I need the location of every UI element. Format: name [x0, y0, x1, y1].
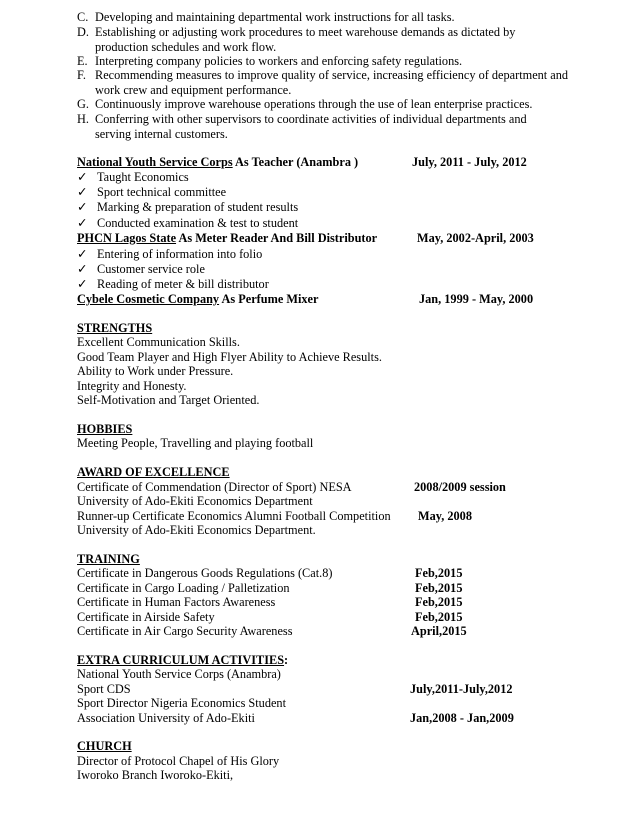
job-dates-phcn: May, 2002-April, 2003 — [417, 231, 534, 245]
training-date: Feb,2015 — [415, 566, 463, 580]
award-date: 2008/2009 session — [414, 480, 506, 494]
strength-line: Integrity and Honesty. — [77, 379, 187, 393]
duty-item: G. Continuously improve warehouse operations through the use of lean enterprise practices. — [77, 97, 533, 111]
strength-line: Good Team Player and High Flyer Ability to Achieve Results. — [77, 350, 382, 364]
strengths-heading: STRENGTHS — [77, 321, 153, 335]
job-title-cybele: Cybele Cosmetic Company As Perfume Mixer — [77, 292, 319, 306]
church-heading: CHURCH — [77, 739, 132, 753]
training-line: Certificate in Human Factors Awareness — [77, 595, 276, 609]
job-dates-nysc: July, 2011 - July, 2012 — [412, 155, 527, 169]
strength-line: Ability to Work under Pressure. — [77, 364, 234, 378]
duty-item: C. Developing and maintaining departmental work instructions for all tasks. — [77, 10, 455, 24]
award-line: Runner-up Certificate Economics Alumni Football Competition — [77, 509, 391, 523]
training-date: Feb,2015 — [415, 595, 463, 609]
check-icon: ✓ — [77, 200, 88, 214]
extra-date: Jan,2008 - Jan,2009 — [410, 711, 514, 725]
list-item: ✓ Customer service role — [77, 262, 205, 276]
list-item: ✓ Conducted examination & test to student — [77, 216, 299, 230]
training-heading: TRAINING — [77, 552, 140, 566]
list-item: ✓ Sport technical committee — [77, 185, 227, 199]
list-item: ✓ Reading of meter & bill distributor — [77, 277, 269, 291]
church-line: Iworoko Branch Iworoko-Ekiti, — [77, 768, 234, 782]
strength-line: Self-Motivation and Target Oriented. — [77, 393, 260, 407]
extra-heading: EXTRA CURRICULUM ACTIVITIES: — [77, 653, 289, 667]
training-date: April,2015 — [411, 624, 467, 638]
award-line: University of Ado-Ekiti Economics Department. — [77, 523, 316, 537]
job-dates-cybele: Jan, 1999 - May, 2000 — [419, 292, 534, 306]
extra-line: Sport CDS — [77, 682, 131, 696]
extra-line: Association University of Ado-Ekiti — [77, 711, 255, 725]
award-date: May, 2008 — [418, 509, 472, 523]
duty-item: F. Recommending measures to improve quality of service, increasing efficiency of department and work crew and equipment performance. — [77, 68, 569, 97]
extra-date: July,2011-July,2012 — [410, 682, 513, 696]
duty-item: E. Interpreting company policies to workers and enforcing safety regulations. — [77, 54, 463, 68]
award-heading: AWARD OF EXCELLENCE — [77, 465, 230, 479]
list-item: ✓ Marking & preparation of student results — [77, 200, 299, 214]
check-icon: ✓ — [77, 277, 88, 291]
training-line: Certificate in Airside Safety — [77, 610, 215, 624]
check-icon: ✓ — [77, 170, 88, 184]
list-item: ✓ Taught Economics — [77, 170, 189, 184]
training-line: Certificate in Cargo Loading / Palletization — [77, 581, 290, 595]
extra-line: National Youth Service Corps (Anambra) — [77, 667, 281, 681]
hobby-line: Meeting People, Travelling and playing football — [77, 436, 314, 450]
hobbies-heading: HOBBIES — [77, 422, 133, 436]
check-icon: ✓ — [77, 247, 88, 261]
award-line: Certificate of Commendation (Director of Sport) NESA — [77, 480, 352, 494]
extra-line: Sport Director Nigeria Economics Student — [77, 696, 286, 710]
award-line: University of Ado-Ekiti Economics Department — [77, 494, 313, 508]
training-line: Certificate in Dangerous Goods Regulations (Cat.8) — [77, 566, 333, 580]
job-title-nysc: National Youth Service Corps As Teacher (Anambra ) — [77, 155, 359, 169]
check-icon: ✓ — [77, 185, 88, 199]
check-icon: ✓ — [77, 216, 88, 230]
duty-item: H. Conferring with other supervisors to coordinate activities of individual departments and serving internal customers. — [77, 112, 527, 141]
training-line: Certificate in Air Cargo Security Awareness — [77, 624, 293, 638]
check-icon: ✓ — [77, 262, 88, 276]
duty-item: D. Establishing or adjusting work procedures to meet warehouse demands as dictated by production schedules and work flow. — [77, 25, 516, 54]
training-date: Feb,2015 — [415, 610, 463, 624]
list-item: ✓ Entering of information into folio — [77, 247, 263, 261]
church-line: Director of Protocol Chapel of His Glory — [77, 754, 280, 768]
job-title-phcn: PHCN Lagos State As Meter Reader And Bill Distributor — [77, 231, 378, 245]
strength-line: Excellent Communication Skills. — [77, 335, 240, 349]
training-date: Feb,2015 — [415, 581, 463, 595]
